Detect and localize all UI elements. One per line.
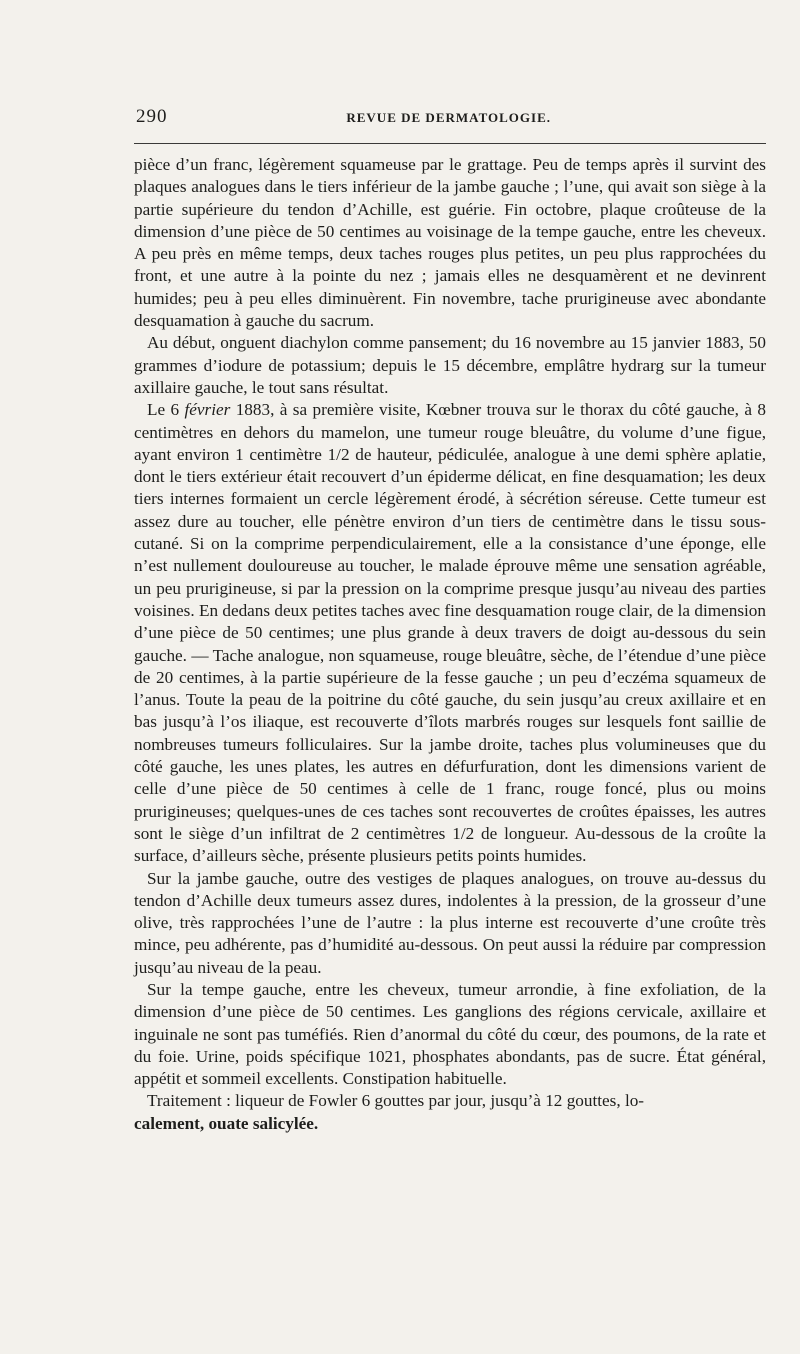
paragraph-3-rest: 1883, à sa première visite, Kœbner trouva sur le thorax du côté gauche, à 8 centimètres en dehors du mamelon, une tumeur rouge bleuâtre, du volume d’une figue, ayant environ 1 centimètre 1/2 de hauteur, pédiculée, analogue à une demi sphère aplatie, dont le tiers extérieur était recouvert d’un épiderme délicat, en fine desquamation; les deux tiers internes formaient un cercle légèrement érodé, à sécrétion séreuse. Cette tumeur est assez dure au toucher, elle pénètre environ d’un tiers de centimètre dans le tissu sous-cutané. Si on la comprime perpendiculairement, elle a la consistance d’une éponge, elle n’est nullement douloureuse au toucher, le malade éprouve même une sensation agréable, un peu prurigineuse, si par la pression on la comprime presque jusqu’au niveau des parties voisines. En dedans deux petites taches avec fine desquamation rouge clair, de la dimension d’une pièce de 50 centimes; une plus grande à deux travers de doigt au-dessous du sein gauche. — Tache analogue, non squameuse, rouge bleuâtre, sèche, de l’étendue d’une pièce de 20 centimes, à la partie supérieure de la fesse gauche ; un peu d’eczéma squameux de l’anus. Toute la peau de la poitrine du côté gauche, du sein jusqu’au creux axillaire et en bas jusqu’à l’os iliaque, est recouverte d’îlots marbrés rouges sur lesquels font saillie de nombreuses tumeurs folliculaires. Sur la jambe droite, taches plus volumineuses que du côté gauche, les unes plates, les autres en défurfuration, dont les dimensions varient de celle d’une pièce de 50 centimes à celle de 1 franc, rouge foncé, plus ou moins prurigineuses; quelques-unes de ces taches sont recouvertes de croûtes épaisses, les autres sont le siège d’un infiltrat de 2 centimètres 1/2 de longueur. Au-dessous de la croûte la surface, d’ailleurs sèche, présente plusieurs petits points humides. — [134, 400, 766, 866]
paragraph-6 — [134, 1090, 766, 1135]
paragraph-6-end: calement, ouate salicylée. — [134, 1113, 319, 1133]
paragraph-3 — [134, 399, 766, 867]
paragraph-6-start: Traitement : liqueur de Fowler 6 gouttes par jour, jusqu’à 12 gouttes, lo- — [147, 1091, 645, 1111]
header-rule — [134, 143, 766, 144]
running-title: REVUE DE DERMATOLOGIE. — [346, 110, 551, 125]
paragraph-2: Au début, onguent diachylon comme pansement; du 16 novembre au 15 janvier 1883, 50 grammes d’iodure de potassium; depuis le 15 décembre, emplâtre hydrarg sur la tumeur axillaire gauche, le tout sans résultat. — [134, 333, 766, 397]
page-header — [136, 106, 765, 128]
paragraph-3-start: Le 6 — [147, 400, 185, 420]
paragraph-5: Sur la tempe gauche, entre les cheveux, tumeur arrondie, à fine exfoliation, de la dimension d’une pièce de 50 centimes. Les ganglions des régions cervicale, axillaire et inguinale ne sont pas tuméfiés. Rien d’anormal du côté du cœur, des poumons, de la rate et du foie. Urine, poids spécifique 1021, phosphates abondants, pas de sucre. État général, appétit et sommeil excellents. Constipation habituelle. — [134, 979, 766, 1089]
body-text — [134, 154, 766, 1135]
page-number: 290 — [136, 106, 168, 127]
paragraph-3-italic-month: février — [184, 400, 231, 420]
paragraph-1: pièce d’un franc, légèrement squameuse par le grattage. Peu de temps après il survint des plaques analogues dans le tiers inférieur de la jambe gauche ; l’une, qui avait son siège à la partie supérieure du tendon d’Achille, est guérie. Fin octobre, plaque croûteuse de la dimension d’une pièce de 50 centimes au voisinage de la tempe gauche, entre les cheveux. A peu près en même temps, deux taches rouges plus petites, un peu plus rapprochées du front, et une autre à la pointe du nez ; jamais elles ne desquamèrent et ne devinrent humides; peu à peu elles diminuèrent. Fin novembre, tache prurigineuse avec abondante desquamation à gauche du sacrum. — [134, 155, 766, 331]
paragraph-4: Sur la jambe gauche, outre des vestiges de plaques analogues, on trouve au-dessus du tendon d’Achille deux tumeurs assez dures, indolentes à la pression, de la grosseur d’une olive, très rapprochées l’une de l’autre : la plus interne est recouverte d’une croûte très mince, peu adhérente, pas d’humidité au-dessous. On peut aussi la réduire par compression jusqu’au niveau de la peau. — [134, 868, 766, 977]
